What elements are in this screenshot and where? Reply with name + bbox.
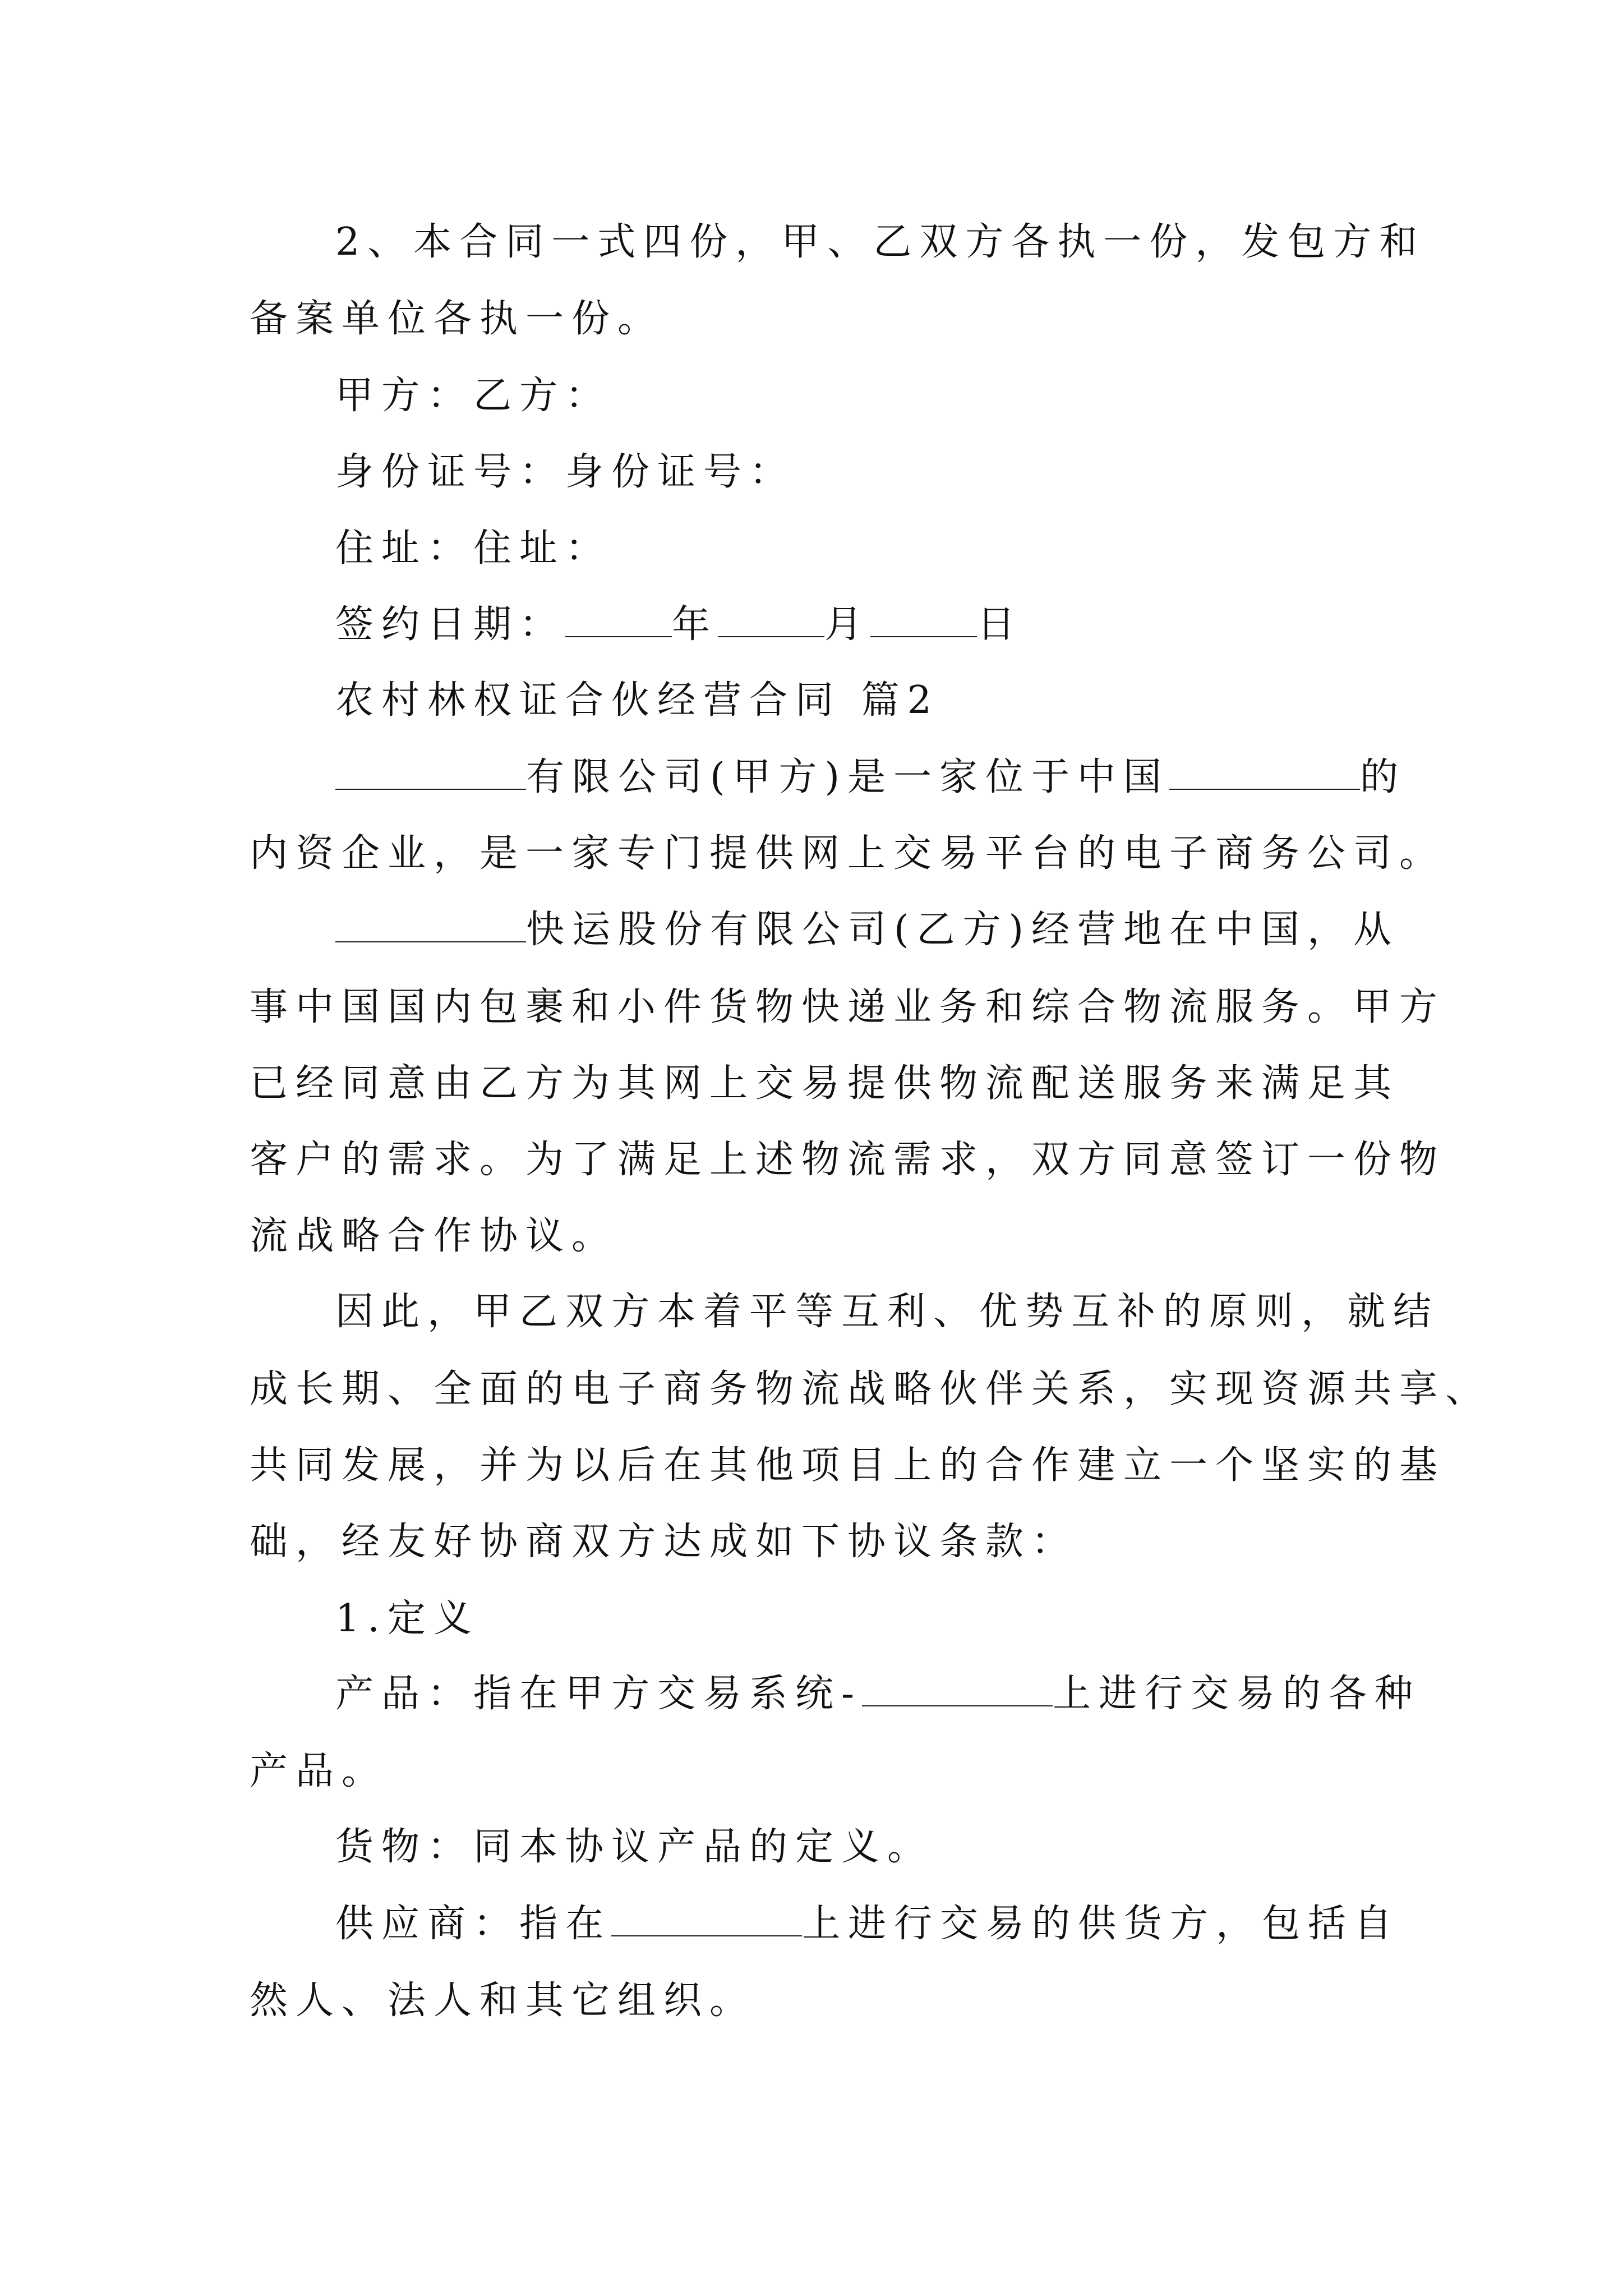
text-run: 货物：同本协议产品的定义。 bbox=[335, 1825, 934, 1869]
text-run: 月 bbox=[824, 602, 871, 647]
clause-heading bbox=[335, 1596, 479, 1641]
text-run: 共同发展，并为以后在其他项目上的合作建立一个坚实的基 bbox=[250, 1443, 1446, 1488]
location-blank bbox=[1169, 760, 1360, 790]
text-run: 客户的需求。为了满足上述物流需求，双方同意签订一份物 bbox=[250, 1138, 1446, 1182]
paragraph-line bbox=[250, 1443, 1446, 1488]
id-number-labels-line bbox=[335, 450, 796, 494]
address-labels-line bbox=[335, 526, 612, 570]
party-labels-line bbox=[335, 374, 612, 418]
text-run: 2、本合同一式四份，甲、乙双方各执一份，发包方和 bbox=[335, 220, 1426, 264]
paragraph-line bbox=[250, 1214, 618, 1258]
text-run: 日 bbox=[977, 602, 1023, 647]
paragraph-line bbox=[335, 1902, 1400, 1946]
text-run: 产品。 bbox=[250, 1749, 388, 1793]
text-run: 农村林权证合伙经营合同 篇2 bbox=[335, 678, 939, 723]
text-run: 快运股份有限公司(乙方)经营地在中国，从 bbox=[526, 908, 1400, 952]
text-run: 内资企业，是一家专门提供网上交易平台的电子商务公司。 bbox=[250, 831, 1446, 876]
text-run: 签约日期： bbox=[335, 602, 566, 647]
section-heading bbox=[335, 678, 939, 723]
paragraph-line bbox=[250, 1367, 1492, 1411]
text-run: 上进行交易的供货方，包括自 bbox=[802, 1902, 1400, 1946]
text-run: 产品：指在甲方交易系统- bbox=[335, 1672, 862, 1716]
day-blank bbox=[870, 607, 977, 637]
month-blank bbox=[718, 607, 824, 637]
signing-date-line bbox=[335, 602, 1023, 647]
text-run: 因此，甲乙双方本着平等互利、优势互补的原则，就结 bbox=[335, 1290, 1440, 1334]
text-run: 供应商：指在 bbox=[335, 1902, 612, 1946]
paragraph-line bbox=[250, 1520, 1078, 1564]
text-run: 础，经友好协商双方达成如下协议条款： bbox=[250, 1520, 1078, 1564]
paragraph-line bbox=[335, 1290, 1440, 1334]
company-a-blank bbox=[335, 760, 526, 790]
paragraph-line bbox=[250, 297, 664, 341]
text-run: 成长期、全面的电子商务物流战略伙伴关系，实现资源共享、 bbox=[250, 1367, 1492, 1411]
paragraph-line bbox=[250, 831, 1446, 876]
paragraph-line bbox=[250, 1138, 1446, 1182]
text-run: 上进行交易的各种 bbox=[1052, 1672, 1421, 1716]
text-run: 1.定义 bbox=[335, 1596, 479, 1641]
text-run: 备案单位各执一份。 bbox=[250, 297, 664, 341]
paragraph-line bbox=[250, 1061, 1400, 1106]
paragraph-line bbox=[335, 220, 1426, 264]
text-run: 的 bbox=[1360, 755, 1407, 799]
text-run: 流战略合作协议。 bbox=[250, 1214, 618, 1258]
paragraph-line bbox=[335, 1825, 934, 1869]
text-run: 身份证号：身份证号： bbox=[335, 450, 796, 494]
company-b-blank bbox=[335, 912, 526, 942]
paragraph-line bbox=[250, 985, 1446, 1029]
text-run: 有限公司(甲方)是一家位于中国 bbox=[526, 755, 1170, 799]
text-run: 已经同意由乙方为其网上交易提供物流配送服务来满足其 bbox=[250, 1061, 1400, 1106]
paragraph-line bbox=[335, 908, 1400, 952]
text-run: 住址：住址： bbox=[335, 526, 612, 570]
platform-blank bbox=[611, 1906, 802, 1936]
paragraph-line bbox=[250, 1978, 756, 2023]
text-run: 甲方：乙方： bbox=[335, 374, 612, 418]
text-run: 然人、法人和其它组织。 bbox=[250, 1978, 756, 2023]
text-run: 事中国国内包裹和小件货物快递业务和综合物流服务。甲方 bbox=[250, 985, 1446, 1029]
system-name-blank bbox=[862, 1676, 1053, 1706]
paragraph-line bbox=[250, 1749, 388, 1793]
paragraph-line bbox=[335, 755, 1407, 799]
paragraph-line bbox=[335, 1672, 1421, 1716]
year-blank bbox=[565, 607, 672, 637]
text-run: 年 bbox=[672, 602, 718, 647]
